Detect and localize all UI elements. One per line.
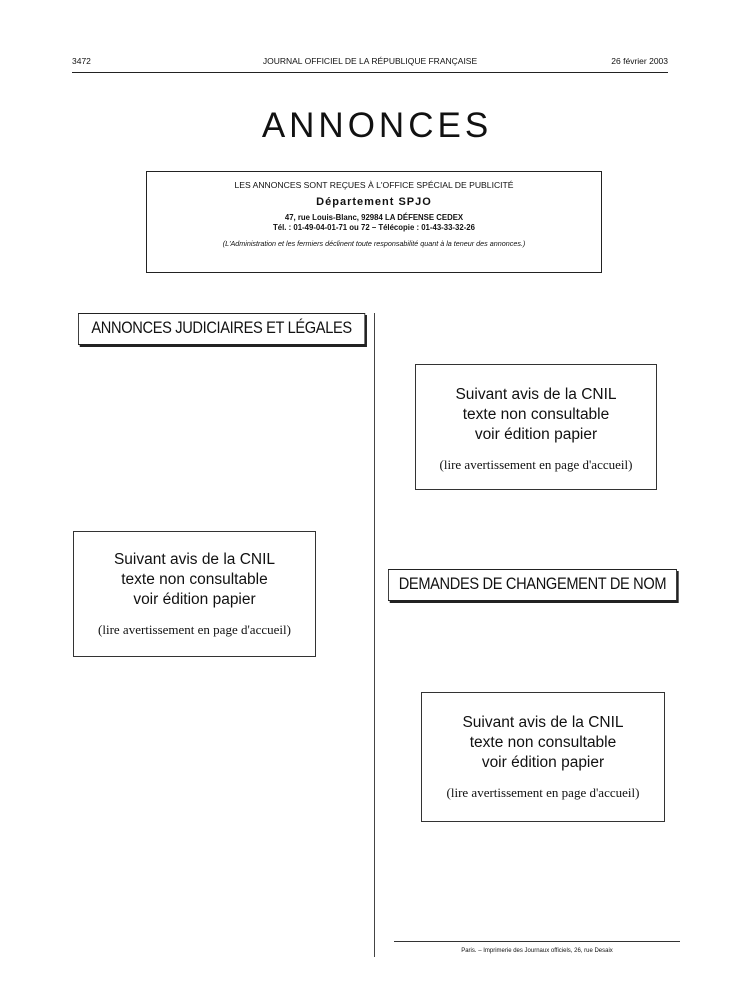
page-title: ANNONCES xyxy=(261,106,493,145)
cnil-line-3: voir édition papier xyxy=(474,426,598,443)
header-rule xyxy=(72,72,668,73)
issue-date: 26 février 2003 xyxy=(611,56,668,66)
journal-title: JOURNAL OFFICIEL DE LA RÉPUBLIQUE FRANÇAISE xyxy=(262,56,478,66)
cnil-line-2: texte non consultable xyxy=(469,734,617,751)
office-phone: Tél. : 01-49-04-01-71 ou 72 – Télécopie : 01-43-33-32-26 xyxy=(273,223,475,232)
publicity-office-box xyxy=(146,171,602,273)
cnil-warning: (lire avertissement en page d'accueil) xyxy=(439,457,633,472)
cnil-line-2: texte non consultable xyxy=(121,571,268,588)
cnil-warning: (lire avertissement en page d'accueil) xyxy=(98,622,291,637)
cnil-line-2: texte non consultable xyxy=(462,406,610,423)
office-address: 47, rue Louis-Blanc, 92984 LA DÉFENSE CEDEX xyxy=(284,213,464,222)
cnil-notice-box xyxy=(73,531,316,657)
cnil-notice-box xyxy=(421,692,665,822)
cnil-line-1: Suivant avis de la CNIL xyxy=(462,714,624,731)
cnil-line-3: voir édition papier xyxy=(133,591,256,608)
cnil-notice-box xyxy=(415,364,657,490)
section-title-changement-nom: DEMANDES DE CHANGEMENT DE NOM xyxy=(388,569,677,601)
column-divider xyxy=(374,313,375,957)
cnil-line-1: Suivant avis de la CNIL xyxy=(113,551,276,568)
printer-imprint: Paris. – Imprimerie des Journaux officiels, 26, rue Desaix xyxy=(461,948,613,954)
page-header xyxy=(72,56,668,70)
office-intro: LES ANNONCES SONT REÇUES À L'OFFICE SPÉCIAL DE PUBLICITÉ xyxy=(234,180,514,190)
cnil-line-3: voir édition papier xyxy=(481,754,605,771)
footer-rule xyxy=(394,941,680,942)
cnil-warning: (lire avertissement en page d'accueil) xyxy=(446,785,640,800)
section-title-judiciaires: ANNONCES JUDICIAIRES ET LÉGALES xyxy=(78,313,365,345)
disclaimer: (L'Administration et les fermiers déclinent toute responsabilité quant à la teneur des annonces.) xyxy=(222,239,526,248)
page-number: 3472 xyxy=(72,56,91,66)
cnil-line-1: Suivant avis de la CNIL xyxy=(455,386,617,403)
department-name: Département SPJO xyxy=(316,196,432,208)
